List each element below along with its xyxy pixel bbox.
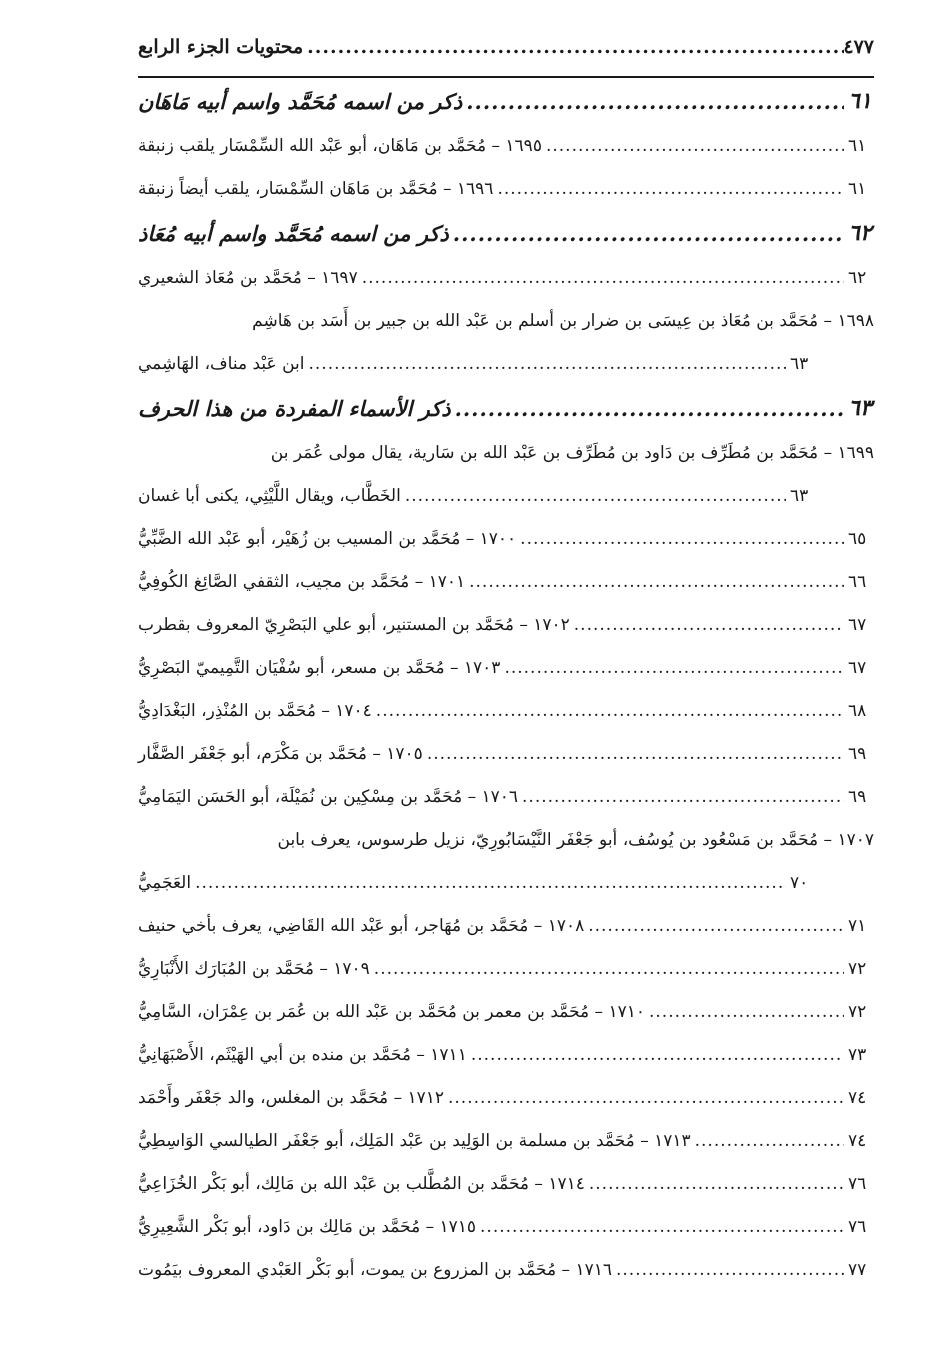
page-number: ٧٢ <box>848 958 867 979</box>
page-number: ٧٤ <box>848 1087 867 1108</box>
toc-entry <box>138 775 874 818</box>
entry-text: ١٦٩٥ – مُحَمَّد بن مَاهَان، أبو عَبْد الله السِّمْسَار يلقب زنبقة <box>138 135 542 156</box>
leader-dots <box>520 529 844 549</box>
entry-text: ١٧٠٦ – مُحَمَّد بن مِسْكِين بن نُمَيْلَة، أبو الحَسَن اليَمَامِيُّ <box>138 786 519 807</box>
entry-text-line-1: ١٧٠٧ – مُحَمَّد بن مَسْعُود بن يُوسُف، أبو جَعْفَر النَّيْسَابُورِيّ، نزيل طرسوس، يعرف بابن <box>277 829 874 850</box>
toc-entry <box>138 689 874 732</box>
leader-dots <box>427 744 844 764</box>
entry-text: ١٧٠٩ – مُحَمَّد بن المُبَارَك الأَنْبَارِيُّ <box>138 958 370 979</box>
leader-dots <box>574 615 844 635</box>
toc-entry-multiline <box>138 818 874 904</box>
page-number: ٦٣ <box>790 485 809 506</box>
toc-entry <box>138 1033 874 1076</box>
leader-dots <box>522 787 844 807</box>
leader-dots <box>471 1045 844 1065</box>
leader-dots <box>497 179 844 199</box>
page-number: ٦١ <box>848 178 867 199</box>
entry-continuation <box>138 342 874 385</box>
page-number: ٦٩ <box>848 743 867 764</box>
toc-entry <box>138 256 874 299</box>
page-number: ٧٦ <box>848 1216 867 1237</box>
section-title: ذكر من اسمه مُحَمَّد واسم أبيه مَاهَان <box>138 88 463 114</box>
entry-text: ١٧١٥ – مُحَمَّد بن مَالِك بن دَاود، أبو بَكْر الشَّعِيرِيُّ <box>138 1216 477 1237</box>
page-number: ٦٣ <box>848 395 872 421</box>
page-number: ٧٠ <box>790 872 809 893</box>
toc-entry <box>138 560 874 603</box>
leader-dots <box>469 572 844 592</box>
page-number: ٧٦ <box>848 1173 867 1194</box>
section-heading <box>138 385 874 431</box>
entry-text: ١٧٠٣ – مُحَمَّد بن مسعر، أبو سُفْيَان التَّمِيميّ البَصْرِيُّ <box>138 657 501 678</box>
entry-text-line-2: الخَطَّاب، ويقال اللَّيْثِي، يكنى أبا غسان <box>138 485 401 506</box>
leader-dots <box>453 221 844 246</box>
page-number: ٦١ <box>848 88 872 114</box>
entry-text-line-2: العَجَمِيُّ <box>138 872 192 893</box>
toc-entry <box>138 904 874 947</box>
leader-dots <box>448 1088 844 1108</box>
entry-text: ١٧١١ – مُحَمَّد بن منده بن أبي الهَيْثَم، الأَصْبَهَانِيُّ <box>138 1044 467 1065</box>
page-number: ٦٥ <box>848 528 867 549</box>
page-number: ٦٩ <box>848 786 867 807</box>
entry-text: ١٧١٠ – مُحَمَّد بن معمر بن مُحَمَّد بن عَبْد الله بن عُمَر بن عِمْرَان، السَّامِيُّ <box>138 1001 645 1022</box>
entry-text: ١٧٠١ – مُحَمَّد بن مجيب، الثقفي الصَّائِغ الكُوفِيُّ <box>138 571 466 592</box>
leader-dots <box>362 268 844 288</box>
page-number: ٧٢ <box>848 1001 867 1022</box>
header-title: محتويات الجزء الرابع <box>138 36 304 58</box>
page-number: ٦٧ <box>848 614 867 635</box>
entry-text-line-1: ١٦٩٨ – مُحَمَّد بن مُعَاذ بن عِيسَى بن ضرار بن أسلم بن عَبْد الله بن جبير بن أَسَد بن هَاشِم <box>252 310 874 331</box>
toc-entry-multiline <box>138 299 874 385</box>
leader-dots <box>307 36 844 58</box>
entry-text: ١٧١٣ – مُحَمَّد بن مسلمة بن الوَلِيد بن عَبْد المَلِك، أبو جَعْفَر الطيالسي الوَاسِطِيُّ <box>138 1130 691 1151</box>
section-title: ذكر الأسماء المفردة من هذا الحرف <box>138 395 451 421</box>
leader-dots <box>546 136 844 156</box>
leader-dots <box>376 701 844 721</box>
section-heading <box>138 210 874 256</box>
page-number: ٦٧ <box>848 657 867 678</box>
page-number: ٦١ <box>848 135 867 156</box>
entry-continuation <box>138 474 874 517</box>
page-number: ٦٦ <box>848 571 867 592</box>
leader-dots <box>616 1260 844 1280</box>
toc-entry <box>138 990 874 1033</box>
leader-dots <box>466 89 844 114</box>
entry-continuation <box>138 861 874 904</box>
entry-text-line-2: ابن عَبْد مناف، الهَاشِمي <box>138 353 305 374</box>
toc-entry <box>138 124 874 167</box>
toc-entry <box>138 947 874 990</box>
leader-dots <box>504 658 844 678</box>
toc-entry <box>138 1248 874 1291</box>
toc-list <box>138 78 874 1291</box>
entry-text: ١٧٠٤ – مُحَمَّد بن المُنْذِر، البَغْدَادِيُّ <box>138 700 372 721</box>
leader-dots <box>405 486 786 506</box>
leader-dots <box>649 1002 844 1022</box>
toc-entry <box>138 1119 874 1162</box>
leader-dots <box>480 1217 844 1237</box>
leader-dots <box>455 396 844 421</box>
leader-dots <box>588 916 844 936</box>
section-title: ذكر من اسمه مُحَمَّد واسم أبيه مُعَاذ <box>138 220 449 246</box>
entry-text: ١٦٩٧ – مُحَمَّد بن مُعَاذ الشعيري <box>138 267 358 288</box>
toc-entry <box>138 1162 874 1205</box>
toc-page <box>138 36 874 1291</box>
toc-entry <box>138 1205 874 1248</box>
page-number: ٦٢ <box>848 220 872 246</box>
header-page-number: ٤٧٧ <box>843 36 874 58</box>
section-heading <box>138 78 874 124</box>
page-number: ٦٣ <box>790 353 809 374</box>
page-number: ٧٧ <box>848 1259 867 1280</box>
leader-dots <box>589 1174 844 1194</box>
leader-dots <box>195 873 786 893</box>
toc-entry <box>138 646 874 689</box>
page-number: ٧١ <box>848 915 867 936</box>
page-number: ٧٤ <box>848 1130 867 1151</box>
toc-entry-multiline <box>138 431 874 517</box>
entry-text: ١٧١٤ – مُحَمَّد بن المُطَّلب بن عَبْد الله بن مَالِك، أبو بَكْر الخُزَاعِيُّ <box>138 1173 585 1194</box>
page-number: ٦٨ <box>848 700 867 721</box>
toc-entry <box>138 167 874 210</box>
page-number: ٦٢ <box>848 267 867 288</box>
running-header <box>138 36 874 78</box>
entry-text: ١٧٠٥ – مُحَمَّد بن مَكْرَم، أبو جَعْفَر الصَّفَّار <box>138 743 423 764</box>
entry-text: ١٦٩٦ – مُحَمَّد بن مَاهَان السِّمْسَار، يلقب أيضاً زنبقة <box>138 178 494 199</box>
leader-dots <box>374 959 844 979</box>
leader-dots <box>309 354 787 374</box>
toc-entry <box>138 732 874 775</box>
entry-text: ١٧٠٢ – مُحَمَّد بن المستنير، أبو علي البَصْرِيّ المعروف بقطرب <box>138 614 570 635</box>
entry-text-line-1: ١٦٩٩ – مُحَمَّد بن مُطَرِّف بن دَاود بن مُطَرِّف بن عَبْد الله بن سَارية، يقال مولى عُمَر بن <box>270 442 874 463</box>
leader-dots <box>695 1131 844 1151</box>
toc-entry <box>138 603 874 646</box>
toc-entry <box>138 517 874 560</box>
entry-text: ١٧١٢ – مُحَمَّد بن المغلس، والد جَعْفَر وأَحْمَد <box>138 1087 444 1108</box>
page-number: ٧٣ <box>848 1044 867 1065</box>
entry-text: ١٧١٦ – مُحَمَّد بن المزروع بن يموت، أبو بَكْر العَبْدي المعروف بيَمُوت <box>138 1259 612 1280</box>
entry-text: ١٧٠٠ – مُحَمَّد بن المسيب بن زُهَيْر، أبو عَبْد الله الضَّبِّيُّ <box>138 528 517 549</box>
entry-text: ١٧٠٨ – مُحَمَّد بن مُهَاجر، أبو عَبْد الله القَاضِي، يعرف بأخي حنيف <box>138 915 585 936</box>
toc-entry <box>138 1076 874 1119</box>
